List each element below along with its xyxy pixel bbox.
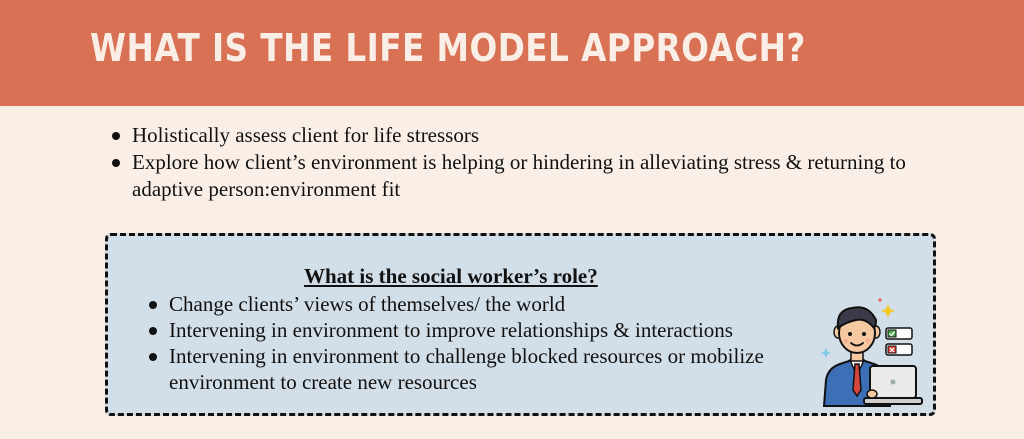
list-item: Change clients’ views of themselves/ the world (145, 291, 785, 317)
list-item: Explore how client’s environment is helping or hindering in alleviating stress & returning to adaptive person:environment fit (108, 149, 948, 203)
role-bullet-list (145, 291, 785, 395)
list-item: Holistically assess client for life stressors (108, 122, 948, 149)
intro-bullet-list (108, 122, 948, 203)
role-heading: What is the social worker’s role? (304, 264, 598, 288)
list-item: Intervening in environment to challenge blocked resources or mobilize environment to create new resources (145, 343, 785, 395)
list-item: Intervening in environment to improve relationships & interactions (145, 317, 785, 343)
role-box (105, 233, 936, 416)
social-worker-illustration-icon (816, 298, 926, 413)
title-banner (0, 0, 1024, 106)
page-title: WHAT IS THE LIFE MODEL APPROACH? (90, 26, 806, 70)
